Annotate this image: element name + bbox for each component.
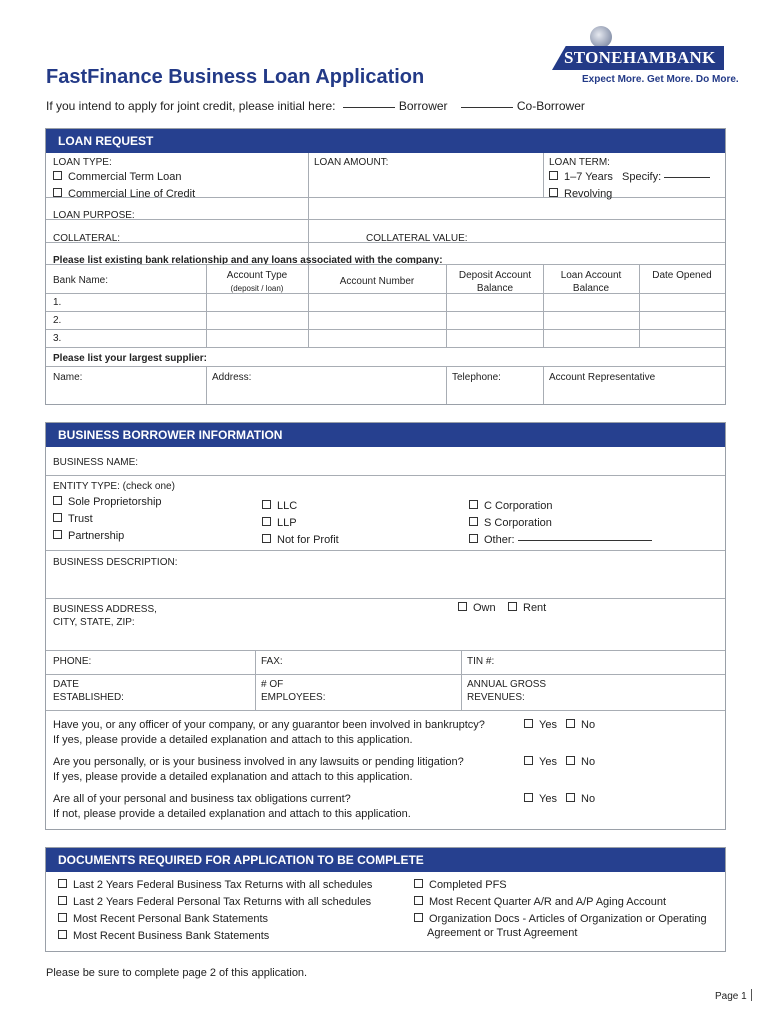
co-borrower-label: Co-Borrower xyxy=(516,99,585,113)
loan-purpose-label[interactable]: LOAN PURPOSE: xyxy=(53,210,135,221)
tin-field[interactable]: TIN #: xyxy=(467,656,495,667)
page-number: Page 1 xyxy=(715,989,752,1002)
checkbox-icon xyxy=(566,756,575,765)
checkbox-icon xyxy=(469,500,478,509)
checkbox-s-corporation[interactable]: S Corporation xyxy=(469,517,552,529)
doc-business-bank-statements[interactable]: Most Recent Business Bank Statements xyxy=(58,930,269,942)
bank-logo xyxy=(548,26,739,88)
checkbox-icon xyxy=(414,879,423,888)
col-date-opened: Date Opened xyxy=(652,270,712,281)
checkbox-other[interactable]: Other: xyxy=(469,534,652,546)
doc-organization-docs[interactable]: Organization Docs - Articles of Organization or Operating xyxy=(414,913,707,925)
joint-credit-prompt: If you intend to apply for joint credit, please initial here: xyxy=(46,99,336,113)
collateral-value-label[interactable]: COLLATERAL VALUE: xyxy=(366,233,468,244)
checkbox-partnership[interactable]: Partnership xyxy=(53,530,124,542)
checkbox-icon xyxy=(414,896,423,905)
checkbox-own[interactable]: Own xyxy=(458,602,496,614)
doc-completed-pfs[interactable]: Completed PFS xyxy=(414,879,507,891)
col-account-type: Account Type (deposit / loan) xyxy=(226,270,288,293)
checkbox-sole-proprietorship[interactable]: Sole Proprietorship xyxy=(53,496,162,508)
checkbox-icon xyxy=(566,719,575,728)
borrower-label: Borrower xyxy=(398,99,448,113)
revenues-label[interactable]: ANNUAL GROSS xyxy=(467,679,547,690)
collateral-label[interactable]: COLLATERAL: xyxy=(53,233,121,244)
checkbox-icon xyxy=(469,517,478,526)
bank-tagline: Expect More. Get More. Do More. xyxy=(582,74,739,85)
date-established-label-2[interactable]: ESTABLISHED: xyxy=(53,692,124,703)
doc-personal-bank-statements[interactable]: Most Recent Personal Bank Statements xyxy=(58,913,268,925)
bank-relationship-note: Please list existing bank relationship and any loans associated with the company: xyxy=(53,255,443,266)
checkbox-icon xyxy=(524,793,533,802)
page-title: FastFinance Business Loan Application xyxy=(46,66,425,88)
supplier-telephone-field[interactable]: Telephone: xyxy=(452,372,501,383)
doc-business-tax-returns[interactable]: Last 2 Years Federal Business Tax Returns with all schedules xyxy=(58,879,372,891)
business-name-field[interactable]: BUSINESS NAME: xyxy=(53,457,139,468)
borrower-info-header: BUSINESS BORROWER INFORMATION xyxy=(46,423,725,447)
documents-header: DOCUMENTS REQUIRED FOR APPLICATION TO BE COMPLETE xyxy=(46,848,725,872)
employees-label[interactable]: # OF xyxy=(261,679,284,690)
fax-field[interactable]: FAX: xyxy=(261,656,283,667)
col-loan-balance: Loan Account Balance xyxy=(560,270,622,294)
bankruptcy-question: Have you, or any officer of your company, or any guarantor been involved in bankruptcy? If yes, please provide a detailed explanation and attach to this application. xyxy=(53,719,485,746)
supplier-rep-field[interactable]: Account Representative xyxy=(549,372,656,383)
globe-icon xyxy=(590,26,612,48)
footer-note: Please be sure to complete page 2 of this application. xyxy=(46,967,308,979)
checkbox-icon xyxy=(524,719,533,728)
supplier-note: Please list your largest supplier: xyxy=(53,353,207,364)
loan-request-header: LOAN REQUEST xyxy=(46,129,725,153)
tax-no[interactable]: No xyxy=(566,793,595,805)
business-description-field[interactable]: BUSINESS DESCRIPTION: xyxy=(53,557,178,568)
table-row[interactable]: 2. xyxy=(53,315,62,326)
bankruptcy-no[interactable]: No xyxy=(566,719,595,731)
bankruptcy-yes[interactable]: Yes xyxy=(524,719,557,731)
checkbox-not-for-profit[interactable]: Not for Profit xyxy=(262,534,339,546)
litigation-yes[interactable]: Yes xyxy=(524,756,557,768)
joint-credit-line xyxy=(46,99,585,113)
col-deposit-balance: Deposit Account Balance xyxy=(458,270,532,294)
checkbox-icon xyxy=(508,602,517,611)
checkbox-icon xyxy=(549,188,558,197)
checkbox-icon xyxy=(58,930,67,939)
business-address-label[interactable]: BUSINESS ADDRESS, xyxy=(53,604,157,615)
litigation-no[interactable]: No xyxy=(566,756,595,768)
date-established-label[interactable]: DATE xyxy=(53,679,79,690)
doc-aging-account[interactable]: Most Recent Quarter A/R and A/P Aging Account xyxy=(414,896,666,908)
supplier-address-field[interactable]: Address: xyxy=(212,372,252,383)
phone-field[interactable]: PHONE: xyxy=(53,656,92,667)
checkbox-icon xyxy=(549,171,558,180)
tax-yes[interactable]: Yes xyxy=(524,793,557,805)
documents-section xyxy=(45,847,726,952)
litigation-question: Are you personally, or is your business involved in any lawsuits or pending litigation? If yes, please provide a detailed explanation and attach to this application. xyxy=(53,756,464,783)
revenues-label-2[interactable]: REVENUES: xyxy=(467,692,525,703)
loan-term-label: LOAN TERM: xyxy=(549,157,610,168)
checkbox-commercial-line-of-credit[interactable]: Commercial Line of Credit xyxy=(53,188,195,200)
col-account-number: Account Number xyxy=(339,276,415,287)
checkbox-icon xyxy=(469,534,478,543)
co-borrower-initial-field[interactable] xyxy=(461,107,513,108)
table-row[interactable]: 1. xyxy=(53,297,62,308)
checkbox-trust[interactable]: Trust xyxy=(53,513,93,525)
borrower-info-section xyxy=(45,422,726,830)
loan-amount-label: LOAN AMOUNT: xyxy=(314,157,389,168)
checkbox-revolving[interactable]: Revolving xyxy=(549,188,612,200)
checkbox-icon xyxy=(53,530,62,539)
checkbox-c-corporation[interactable]: C Corporation xyxy=(469,500,552,512)
borrower-initial-field[interactable] xyxy=(343,107,395,108)
checkbox-icon xyxy=(53,513,62,522)
doc-organization-docs-cont: Agreement or Trust Agreement xyxy=(427,927,578,939)
specify-field[interactable]: Specify: xyxy=(622,171,710,183)
checkbox-icon xyxy=(53,171,62,180)
checkbox-icon xyxy=(524,756,533,765)
col-bank-name: Bank Name: xyxy=(53,275,109,286)
entity-type-label: ENTITY TYPE: (check one) xyxy=(53,481,175,492)
doc-personal-tax-returns[interactable]: Last 2 Years Federal Personal Tax Returns with all schedules xyxy=(58,896,371,908)
bank-name: STONEHAMBANK xyxy=(564,48,716,67)
employees-label-2[interactable]: EMPLOYEES: xyxy=(261,692,326,703)
checkbox-rent[interactable]: Rent xyxy=(508,602,546,614)
city-state-zip-label[interactable]: CITY, STATE, ZIP: xyxy=(53,617,135,628)
checkbox-icon xyxy=(458,602,467,611)
checkbox-icon xyxy=(58,879,67,888)
checkbox-icon xyxy=(53,188,62,197)
checkbox-icon xyxy=(262,500,271,509)
checkbox-llc[interactable]: LLC xyxy=(262,500,297,512)
checkbox-icon xyxy=(566,793,575,802)
tax-question: Are all of your personal and business tax obligations current? If not, please provide a detailed explanation and attach to this application. xyxy=(53,793,411,820)
checkbox-icon xyxy=(58,896,67,905)
checkbox-icon xyxy=(53,496,62,505)
loan-request-section xyxy=(45,128,726,405)
loan-type-label: LOAN TYPE: xyxy=(53,157,112,168)
checkbox-llp[interactable]: LLP xyxy=(262,517,297,529)
checkbox-1-7-years[interactable]: 1–7 Years xyxy=(549,171,613,183)
table-row[interactable]: 3. xyxy=(53,333,62,344)
checkbox-commercial-term-loan[interactable]: Commercial Term Loan xyxy=(53,171,182,183)
checkbox-icon xyxy=(58,913,67,922)
checkbox-icon xyxy=(414,913,423,922)
checkbox-icon xyxy=(262,517,271,526)
supplier-name-field[interactable]: Name: xyxy=(53,372,83,383)
checkbox-icon xyxy=(262,534,271,543)
